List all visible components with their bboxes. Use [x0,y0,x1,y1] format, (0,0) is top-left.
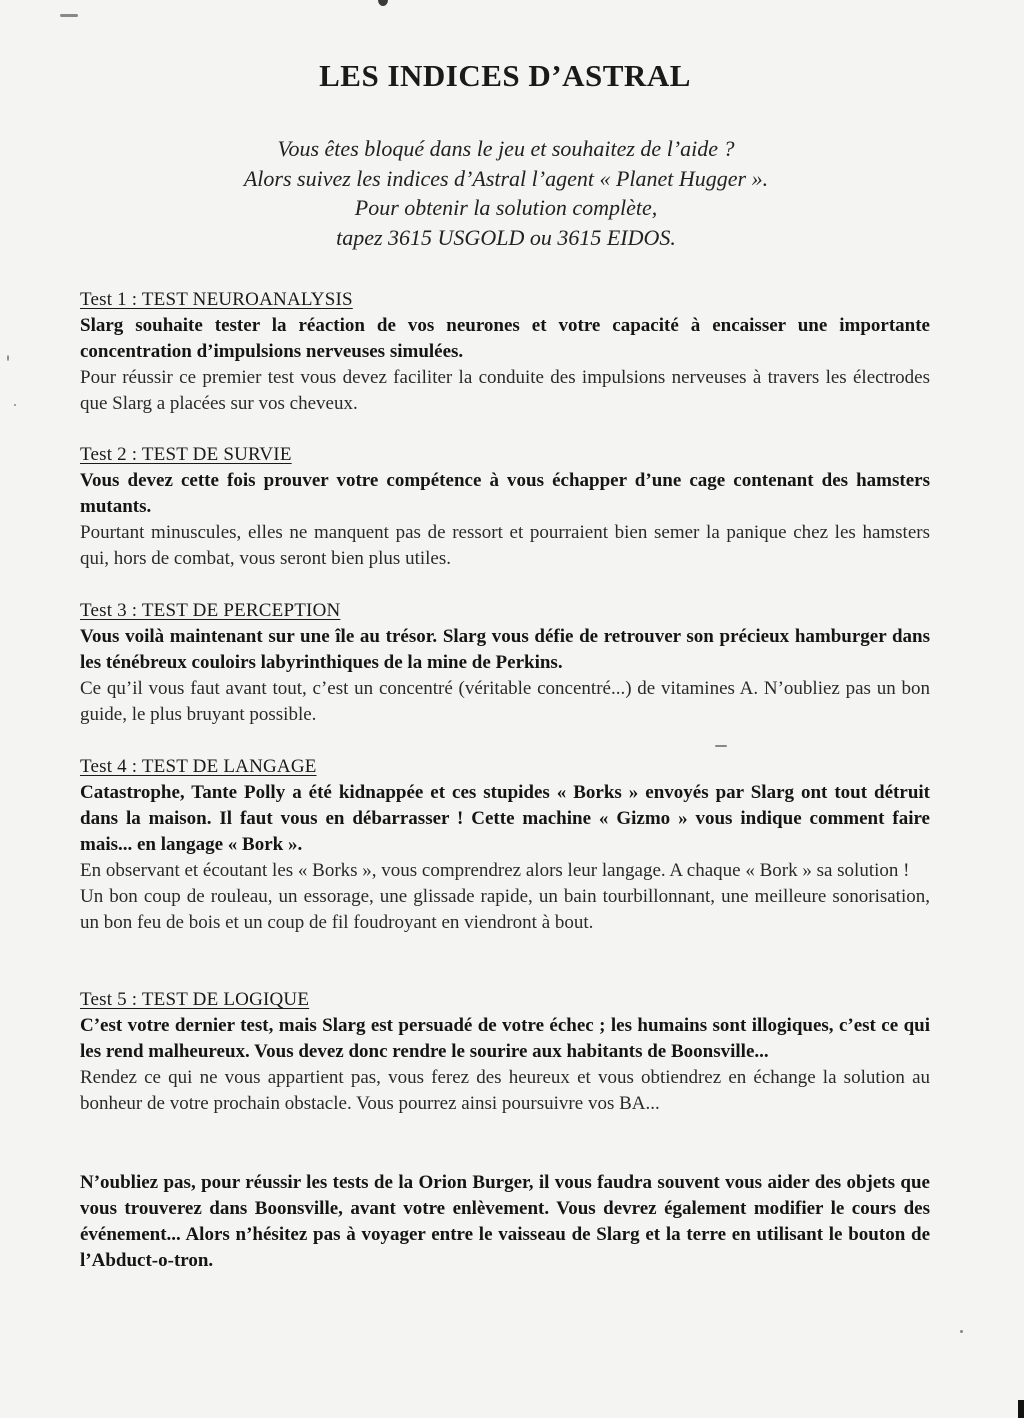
test-body: Rendez ce qui ne vous appartient pas, vous ferez des heureux et vous obtiendrez en échange la solution au bonheur de votre prochain obstacle. Vous pourrez ainsi poursuivre vos BA... [80,1067,930,1114]
scan-speck [715,745,727,747]
punch-hole-mark [378,0,388,6]
test-section-3 [80,598,930,728]
test-lead: Slarg souhaite tester la réaction de vos neurones et votre capacité à encaisser une importante concentration d’impulsions nerveuses simulées. [80,315,930,362]
intro-line: Alors suivez les indices d’Astral l’agent « Planet Hugger ». [243,165,769,191]
test-body: Un bon coup de rouleau, un essorage, une glissade rapide, un bain tourbillonnant, une meilleure sonorisation, un bon feu de bois et un coup de fil foudroyant en viendront à bout. [80,886,930,933]
test-section-2 [80,442,930,572]
test-section-4 [80,754,930,936]
scan-speck [60,14,78,17]
test-heading: Test 4 : TEST DE LANGAGE [80,756,317,777]
scan-speck [14,404,16,406]
test-lead: Vous devez cette fois prouver votre compétence à vous échapper d’une cage contenant des hamsters mutants. [80,470,930,517]
intro-block [0,134,1012,252]
intro-line: tapez 3615 USGOLD ou 3615 EIDOS. [336,224,676,250]
scan-speck [960,1330,963,1333]
test-section-5 [80,987,930,1117]
test-section-1 [80,287,930,417]
test-lead: Catastrophe, Tante Polly a été kidnappée et ces stupides « Borks » envoyés par Slarg ont tout détruit dans la maison. Il faut vous en débarrasser ! Cette machine « Gizmo » vous indique comment faire mais... en langage « Bork ». [80,782,930,855]
test-body: Ce qu’il vous faut avant tout, c’est un concentré (véritable concentré...) de vitamines A. N’oubliez pas un bon guide, le plus bruyant possible. [80,678,930,725]
test-lead: C’est votre dernier test, mais Slarg est persuadé de votre échec ; les humains sont illogiques, c’est ce qui les rend malheureux. Vous devez donc rendre le sourire aux habitants de Boonsville... [80,1015,930,1062]
scan-speck [7,355,9,361]
test-body: Pour réussir ce premier test vous devez faciliter la conduite des impulsions nerveuses à travers les électrodes que Slarg a placées sur vos cheveux. [80,367,930,414]
test-heading: Test 5 : TEST DE LOGIQUE [80,989,310,1010]
intro-line: Pour obtenir la solution complète, [354,195,658,220]
intro-line: Vous êtes bloqué dans le jeu et souhaitez de l’aide ? [277,136,735,161]
page-title: LES INDICES D’ASTRAL [319,58,691,93]
test-heading: Test 1 : TEST NEUROANALYSIS [80,289,353,310]
test-lead: Vous voilà maintenant sur une île au trésor. Slarg vous défie de retrouver son précieux hamburger dans les ténébreux couloirs labyrinthiques de la mine de Perkins. [80,626,930,673]
test-body: En observant et écoutant les « Borks », vous comprendrez alors leur langage. A chaque « Bork » sa solution ! [80,860,910,881]
closing-paragraph: N’oubliez pas, pour réussir les tests de la Orion Burger, il vous faudra souvent vous aider des objets que vous trouverez dans Boonsville, avant votre enlèvement. Vous devrez également modifier le cours des événement... Alors n’hésitez pas à voyager entre le vaisseau de Slarg et la terre en utilisant le bouton de l’Abduct-o-tron. [80,1172,930,1271]
test-heading: Test 2 : TEST DE SURVIE [80,444,292,465]
test-heading: Test 3 : TEST DE PERCEPTION [80,600,341,621]
test-body: Pourtant minuscules, elles ne manquent pas de ressort et pourraient bien semer la panique chez les hamsters qui, hors de combat, vous seront bien plus utiles. [80,522,930,569]
scan-edge-mark [1018,1400,1024,1418]
